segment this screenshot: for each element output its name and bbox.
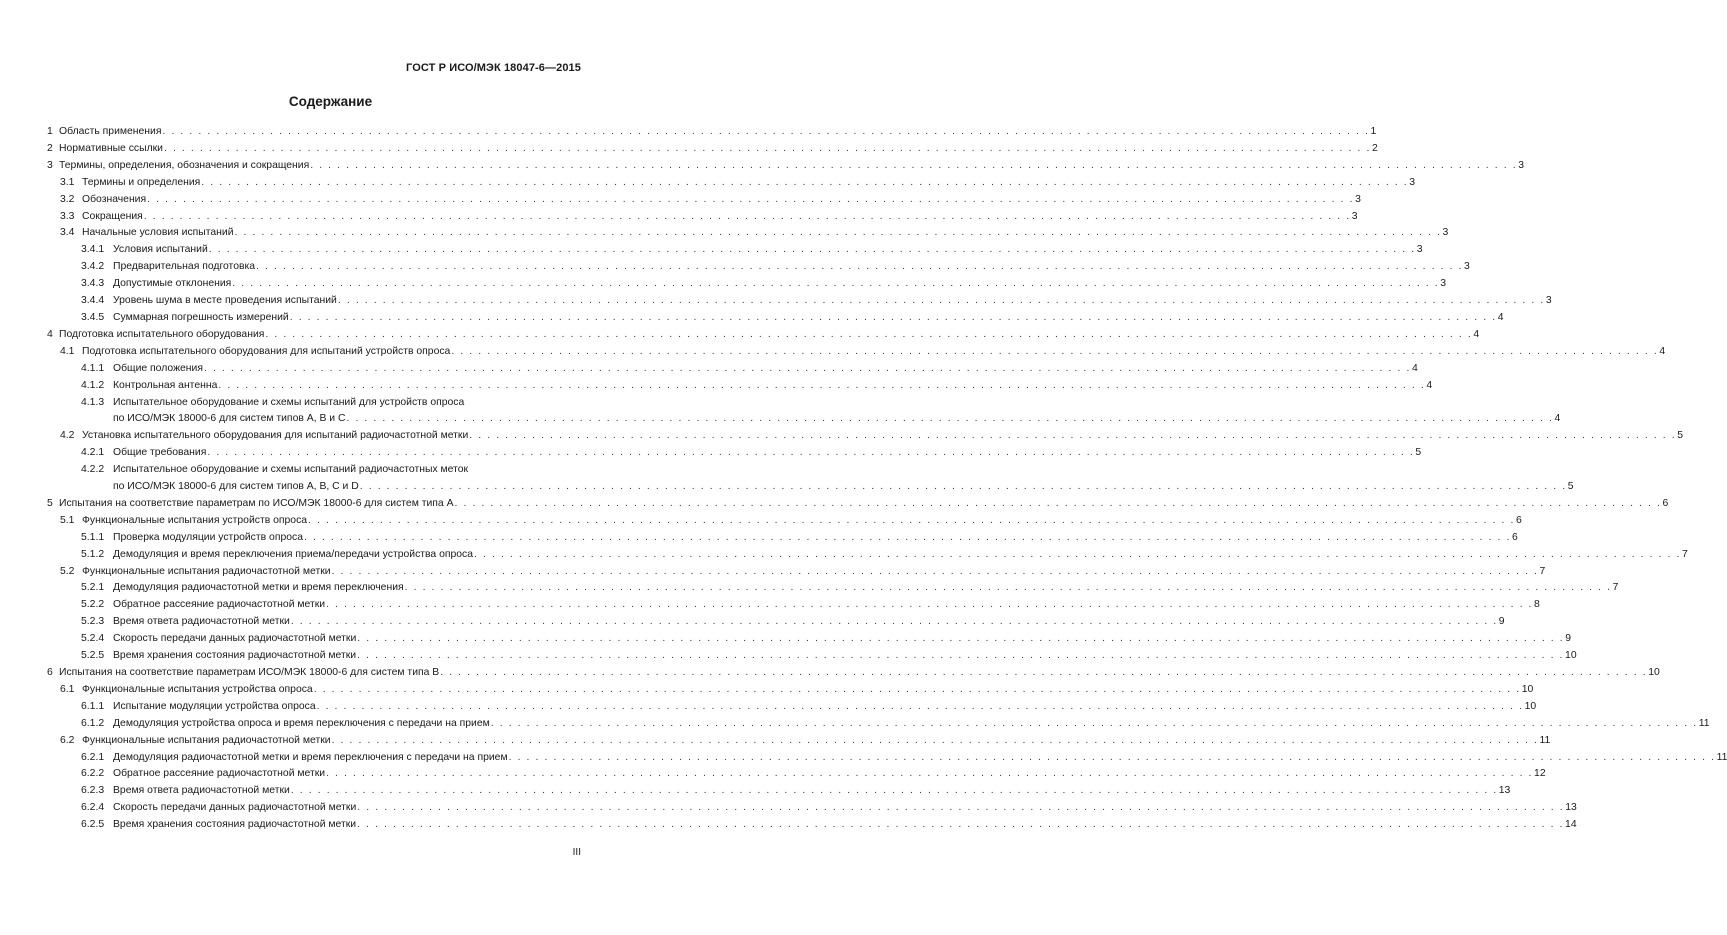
toc-entry-page: 10 <box>1565 650 1577 662</box>
toc-entry-title: Функциональные испытания устройств опроса <box>82 514 308 526</box>
toc-entry-page: 5 <box>1415 447 1422 459</box>
document-code-header: ГОСТ Р ИСО/МЭК 18047-6—2015 <box>406 62 581 74</box>
toc-entry[interactable] <box>47 716 1710 733</box>
toc-entry-page: 9 <box>1498 616 1505 628</box>
dot-leader <box>332 564 1539 581</box>
dot-leader <box>326 766 1533 783</box>
toc-entry-page: 4 <box>1411 362 1418 374</box>
dot-leader <box>338 293 1545 310</box>
toc-entry[interactable] <box>47 445 1422 462</box>
toc-entry[interactable] <box>47 631 1572 648</box>
toc-entry-number: 3.2 <box>60 193 75 205</box>
toc-entry-page: 3 <box>1351 210 1358 222</box>
toc-entry-number: 6.2.5 <box>81 819 105 831</box>
dot-leader <box>326 597 1533 614</box>
toc-entry[interactable] <box>47 242 1423 259</box>
toc-entry-page: 1 <box>1370 126 1377 137</box>
toc-entry[interactable] <box>47 192 1361 209</box>
dot-leader <box>304 530 1511 547</box>
toc-entry-number: 5.1.2 <box>81 548 105 560</box>
toc-entry-title-continuation: по ИСО/МЭК 18000-6 для систем типов A, B и C <box>113 413 346 425</box>
toc-entry-page: 6 <box>1516 514 1522 526</box>
toc-entry-number: 1 <box>47 126 53 137</box>
dot-leader <box>474 547 1681 564</box>
toc-entry[interactable] <box>47 733 1551 750</box>
toc-entry-title: Испытания на соответствие параметрам по ИСО/МЭК 18000-6 для систем типа А <box>59 497 454 509</box>
toc-entry[interactable] <box>47 750 1727 767</box>
toc-entry-title-continuation: по ИСО/МЭК 18000-6 для систем типов A, B, C и D <box>113 481 359 493</box>
toc-entry-page: 6 <box>1511 531 1518 543</box>
toc-entry-title: Сокращения <box>82 210 143 222</box>
toc-entry-number: 3 <box>47 159 53 171</box>
toc-entry[interactable] <box>47 496 1669 513</box>
dot-leader <box>455 496 1662 513</box>
toc-entry-page: 9 <box>1565 633 1572 645</box>
toc-entry-title: Время ответа радиочастотной метки <box>113 785 290 797</box>
toc-entry-title: Время хранения состояния радиочастотной метки <box>113 650 357 662</box>
toc-entry-number: 3.4.4 <box>81 295 105 307</box>
toc-entry-page: 3 <box>1518 159 1524 171</box>
toc-entry-number: 6.2.3 <box>81 785 105 797</box>
toc-entry-title: Функциональные испытания устройства опроса <box>82 683 313 695</box>
toc-entry-title: Обратное рассеяние радиочастотной метки <box>113 599 326 611</box>
toc-entry-page: 5 <box>1567 481 1574 493</box>
toc-entry-number: 5 <box>47 497 53 509</box>
toc-entry-number: 4.1.1 <box>81 362 105 374</box>
page-number-footer: III <box>572 847 581 858</box>
dot-leader <box>291 783 1498 800</box>
toc-entry-title: Общие требования <box>113 447 207 459</box>
toc-entry[interactable] <box>47 614 1505 631</box>
toc-entry-page: 10 <box>1521 683 1534 695</box>
toc-entry[interactable] <box>47 462 1574 496</box>
toc-entry-page: 3 <box>1464 261 1470 273</box>
toc-entry-page: 11 <box>1539 734 1551 746</box>
dot-leader <box>256 259 1463 276</box>
dot-leader <box>357 631 1564 648</box>
toc-entry[interactable] <box>47 682 1534 699</box>
toc-entry-page: 2 <box>1371 142 1378 154</box>
dot-leader <box>357 648 1564 665</box>
toc-entry-number: 5.2.4 <box>81 633 105 645</box>
toc-entry-title: Проверка модуляции устройств опроса <box>113 531 303 543</box>
dot-leader <box>290 310 1497 327</box>
toc-entry[interactable] <box>47 648 1577 665</box>
toc-entry-page: 7 <box>1612 582 1619 594</box>
toc-entry-page: 7 <box>1539 565 1546 577</box>
toc-entry-number: 4.2.2 <box>81 464 105 476</box>
toc-entry-page: 4 <box>1554 413 1561 425</box>
toc-entry-page: 11 <box>1716 751 1727 763</box>
dot-leader <box>291 614 1498 631</box>
dot-leader <box>209 242 1416 259</box>
toc-entry-number: 3.4 <box>60 227 75 239</box>
dot-leader <box>360 479 1567 496</box>
toc-entry[interactable] <box>47 547 1688 564</box>
toc-entry-page: 8 <box>1534 599 1540 611</box>
toc-entry-title: Контрольная антенна <box>113 379 218 391</box>
toc-entry-page: 3 <box>1442 227 1449 239</box>
toc-entry-title: Подготовка испытательного оборудования для испытаний устройств опроса <box>82 345 451 357</box>
toc-entry-number: 4.1.3 <box>81 396 105 408</box>
toc-entry-page: 6 <box>1662 497 1669 509</box>
toc-entry-number: 5.2.5 <box>81 650 105 662</box>
toc-entry[interactable] <box>47 766 1546 783</box>
toc-entry[interactable] <box>47 783 1511 800</box>
toc-entry-number: 6.2.4 <box>81 802 105 814</box>
toc-entry-title: Общие положения <box>113 362 203 374</box>
dot-leader <box>451 344 1658 361</box>
toc-entry-number: 6.1.1 <box>81 700 105 712</box>
toc-entry-title: Испытание модуляции устройства опроса <box>113 700 316 712</box>
toc-entry[interactable] <box>47 158 1524 175</box>
toc-entry-number: 6.1 <box>60 683 75 695</box>
toc-entry-number: 4.1.2 <box>81 379 105 391</box>
toc-entry-number: 3.4.2 <box>81 261 105 273</box>
toc-entry[interactable] <box>47 817 1577 834</box>
toc-entry-number: 3.4.5 <box>81 311 105 323</box>
dot-leader <box>201 175 1408 192</box>
toc-entry-number: 4.2 <box>60 430 75 442</box>
dot-leader <box>440 665 1647 682</box>
toc-entry-title: Демодуляция радиочастотной метки и время переключения <box>113 582 404 594</box>
dot-leader <box>147 192 1354 209</box>
toc-entry-title: Функциональные испытания радиочастотной метки <box>82 734 331 746</box>
dot-leader <box>317 699 1524 716</box>
dot-leader <box>357 817 1564 834</box>
dot-leader <box>218 378 1425 395</box>
toc-entry[interactable] <box>47 428 1684 445</box>
toc-entry-page: 3 <box>1409 176 1416 188</box>
toc-entry-number: 5.2.3 <box>81 616 105 628</box>
toc-entry-title: Предварительная подготовка <box>113 261 256 273</box>
page-title: Содержание <box>288 94 373 109</box>
toc-entry-title: Испытательное оборудование и схемы испытаний для устройств опроса <box>113 396 465 408</box>
toc-entry[interactable] <box>47 344 1666 361</box>
toc-entry-number: 6.2.1 <box>81 751 105 763</box>
toc-entry-number: 6.2 <box>60 734 75 746</box>
toc-entry[interactable] <box>47 175 1416 192</box>
toc-entry-title: Область применения <box>59 126 162 137</box>
toc-entry-page: 4 <box>1497 311 1504 323</box>
dot-leader <box>204 361 1411 378</box>
table-of-contents <box>47 124 1727 834</box>
dot-leader <box>405 580 1612 597</box>
toc-entry-page: 3 <box>1416 244 1423 256</box>
toc-entry-page: 13 <box>1498 785 1511 797</box>
toc-entry-title: Подготовка испытательного оборудования <box>59 328 265 340</box>
toc-entry[interactable] <box>47 564 1546 581</box>
toc-entry[interactable] <box>47 327 1480 344</box>
toc-entry[interactable] <box>47 378 1433 395</box>
toc-entry-number: 6 <box>47 667 53 678</box>
toc-entry-number: 6.2.2 <box>81 768 105 780</box>
toc-entry-page: 10 <box>1648 667 1660 678</box>
dot-leader <box>491 716 1698 733</box>
toc-entry-title: Уровень шума в месте проведения испытаний <box>113 295 337 307</box>
toc-entry[interactable] <box>47 530 1518 547</box>
toc-entry-title: Испытания на соответствие параметрам ИСО/МЭК 18000-6 для систем типа В <box>59 667 440 678</box>
dot-leader <box>265 327 1472 344</box>
toc-entry[interactable] <box>47 225 1449 242</box>
toc-entry-number: 5.2.2 <box>81 599 105 611</box>
toc-entry-page: 13 <box>1565 802 1577 814</box>
toc-entry-title: Нормативные ссылки <box>59 142 163 154</box>
toc-entry-page: 4 <box>1659 345 1666 357</box>
dot-leader <box>207 445 1414 462</box>
toc-entry-page: 12 <box>1534 768 1546 780</box>
toc-entry-title: Функциональные испытания радиочастотной метки <box>82 565 331 577</box>
toc-entry-title: Демодуляция устройства опроса и время переключения с передачи на прием <box>113 717 490 729</box>
toc-entry-title: Испытательное оборудование и схемы испытаний радиочастотных меток <box>113 464 469 476</box>
dot-leader <box>357 800 1564 817</box>
toc-entry-number: 4.2.1 <box>81 447 105 459</box>
toc-entry-page: 3 <box>1440 278 1447 290</box>
dot-leader <box>310 158 1517 175</box>
toc-entry-number: 3.3 <box>60 210 75 222</box>
toc-entry-page: 11 <box>1698 717 1710 729</box>
dot-leader <box>232 276 1439 293</box>
toc-entry-title: Обратное рассеяние радиочастотной метки <box>113 768 326 780</box>
toc-entry[interactable] <box>47 293 1552 310</box>
toc-entry-title: Скорость передачи данных радиочастотной метки <box>113 802 357 814</box>
dot-leader <box>164 141 1371 158</box>
toc-entry-page: 3 <box>1545 295 1552 307</box>
toc-entry-number: 2 <box>47 142 53 154</box>
toc-entry-number: 5.1 <box>60 514 75 526</box>
dot-leader <box>235 225 1442 242</box>
toc-entry[interactable] <box>47 513 1522 530</box>
toc-entry[interactable] <box>47 310 1504 327</box>
dot-leader <box>308 513 1515 530</box>
dot-leader <box>346 411 1553 428</box>
dot-leader <box>469 428 1676 445</box>
dot-leader <box>314 682 1521 699</box>
toc-entry-title: Обозначения <box>82 193 147 205</box>
toc-entry-title: Термины, определения, обозначения и сокращения <box>59 159 310 171</box>
toc-entry-title: Условия испытаний <box>113 244 208 256</box>
toc-entry[interactable] <box>47 141 1378 158</box>
toc-entry-page: 4 <box>1426 379 1433 391</box>
toc-entry-page: 7 <box>1682 548 1688 560</box>
dot-leader <box>509 750 1716 767</box>
toc-entry-page: 3 <box>1355 193 1361 205</box>
toc-entry[interactable] <box>47 124 1377 141</box>
dot-leader <box>144 209 1351 226</box>
toc-entry[interactable] <box>47 361 1418 378</box>
toc-entry-title: Термины и определения <box>82 176 201 188</box>
toc-entry-number: 3.1 <box>60 176 75 188</box>
toc-entry-number: 4.1 <box>60 345 75 357</box>
dot-leader <box>332 733 1539 750</box>
toc-entry[interactable] <box>47 800 1577 817</box>
toc-entry[interactable] <box>47 597 1540 614</box>
toc-entry-number: 4 <box>47 328 53 340</box>
toc-entry[interactable] <box>47 395 1561 429</box>
toc-entry-page: 14 <box>1565 819 1577 831</box>
toc-entry-title: Суммарная погрешность измерений <box>113 311 289 323</box>
toc-entry[interactable] <box>47 665 1660 682</box>
toc-entry-number: 5.2 <box>60 565 75 577</box>
toc-entry-number: 6.1.2 <box>81 717 105 729</box>
toc-entry-number: 5.2.1 <box>81 582 105 594</box>
toc-entry[interactable] <box>47 209 1358 226</box>
toc-entry[interactable] <box>47 580 1619 597</box>
toc-entry-number: 3.4.3 <box>81 278 105 290</box>
toc-entry-number: 5.1.1 <box>81 531 105 543</box>
toc-entry-page: 4 <box>1473 328 1480 340</box>
toc-entry-page: 5 <box>1677 430 1684 442</box>
toc-entry[interactable] <box>47 699 1537 716</box>
toc-entry-title: Время хранения состояния радиочастотной метки <box>113 819 357 831</box>
toc-entry-title: Демодуляция радиочастотной метки и время переключения с передачи на прием <box>113 751 508 763</box>
toc-entry-title: Демодуляция и время переключения приема/передачи устройства опроса <box>113 548 474 560</box>
toc-entry[interactable] <box>47 276 1447 293</box>
toc-entry[interactable] <box>47 259 1470 276</box>
toc-entry-title: Время ответа радиочастотной метки <box>113 616 290 628</box>
toc-entry-title: Начальные условия испытаний <box>82 227 234 239</box>
toc-entry-title: Скорость передачи данных радиочастотной метки <box>113 633 357 645</box>
toc-entry-title: Установка испытательного оборудования для испытаний радиочастотной метки <box>82 430 469 442</box>
toc-entry-number: 3.4.1 <box>81 244 105 256</box>
toc-entry-title: Допустимые отклонения <box>113 278 232 290</box>
toc-entry-page: 10 <box>1524 700 1537 712</box>
dot-leader <box>162 124 1369 141</box>
